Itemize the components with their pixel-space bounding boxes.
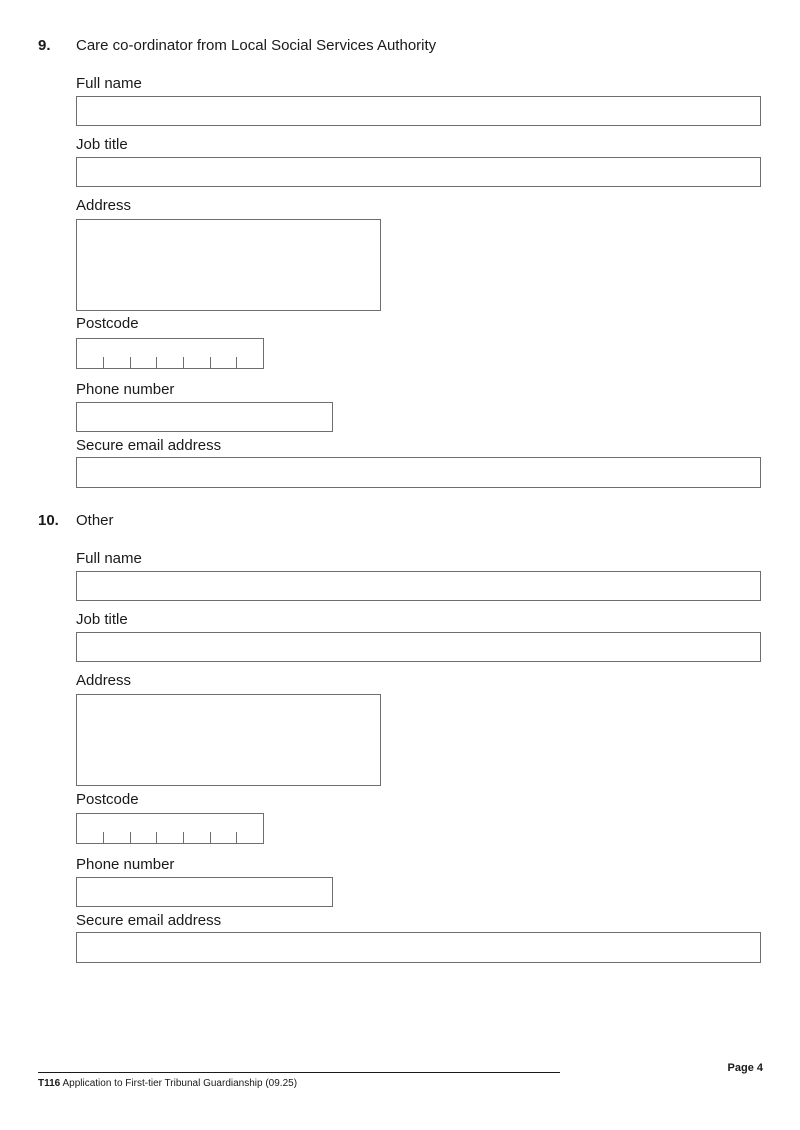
postcode-label: Postcode <box>76 791 139 808</box>
section-number: 9. <box>38 37 51 54</box>
postcode-divider <box>210 832 211 843</box>
section-number: 10. <box>38 512 59 529</box>
postcode-divider <box>236 357 237 368</box>
postcode-divider <box>156 832 157 843</box>
address-textarea[interactable] <box>76 219 381 311</box>
postcode-divider <box>156 357 157 368</box>
postcode-divider <box>183 832 184 843</box>
postcode-divider <box>103 832 104 843</box>
phone-label: Phone number <box>76 856 175 873</box>
postcode-divider <box>210 357 211 368</box>
postcode-divider <box>130 357 131 368</box>
postcode-label: Postcode <box>76 315 139 332</box>
postcode-divider <box>183 357 184 368</box>
postcode-input[interactable] <box>76 338 264 369</box>
email-input[interactable] <box>76 932 761 963</box>
section-title: Care co-ordinator from Local Social Services Authority <box>76 37 437 54</box>
page-number: Page 4 <box>727 1062 763 1074</box>
job-title-input[interactable] <box>76 632 761 662</box>
job-title-label: Job title <box>76 136 128 153</box>
postcode-divider <box>236 832 237 843</box>
job-title-label: Job title <box>76 611 128 628</box>
form-title: Application to First-tier Tribunal Guardianship (09.25) <box>62 1078 298 1089</box>
form-code: T116 <box>38 1078 61 1089</box>
phone-input[interactable] <box>76 877 333 907</box>
full-name-label: Full name <box>76 75 142 92</box>
address-label: Address <box>76 672 132 689</box>
postcode-input[interactable] <box>76 813 264 844</box>
footer-divider <box>38 1072 560 1073</box>
email-input[interactable] <box>76 457 761 488</box>
address-textarea[interactable] <box>76 694 381 786</box>
email-label: Secure email address <box>76 912 222 929</box>
section-title: Other <box>76 512 114 529</box>
address-label: Address <box>76 197 132 214</box>
phone-input[interactable] <box>76 402 333 432</box>
job-title-input[interactable] <box>76 157 761 187</box>
footer-form-reference <box>38 1078 297 1089</box>
postcode-divider <box>130 832 131 843</box>
postcode-divider <box>103 357 104 368</box>
full-name-input[interactable] <box>76 571 761 601</box>
full-name-label: Full name <box>76 550 142 567</box>
full-name-input[interactable] <box>76 96 761 126</box>
phone-label: Phone number <box>76 381 175 398</box>
email-label: Secure email address <box>76 437 222 454</box>
